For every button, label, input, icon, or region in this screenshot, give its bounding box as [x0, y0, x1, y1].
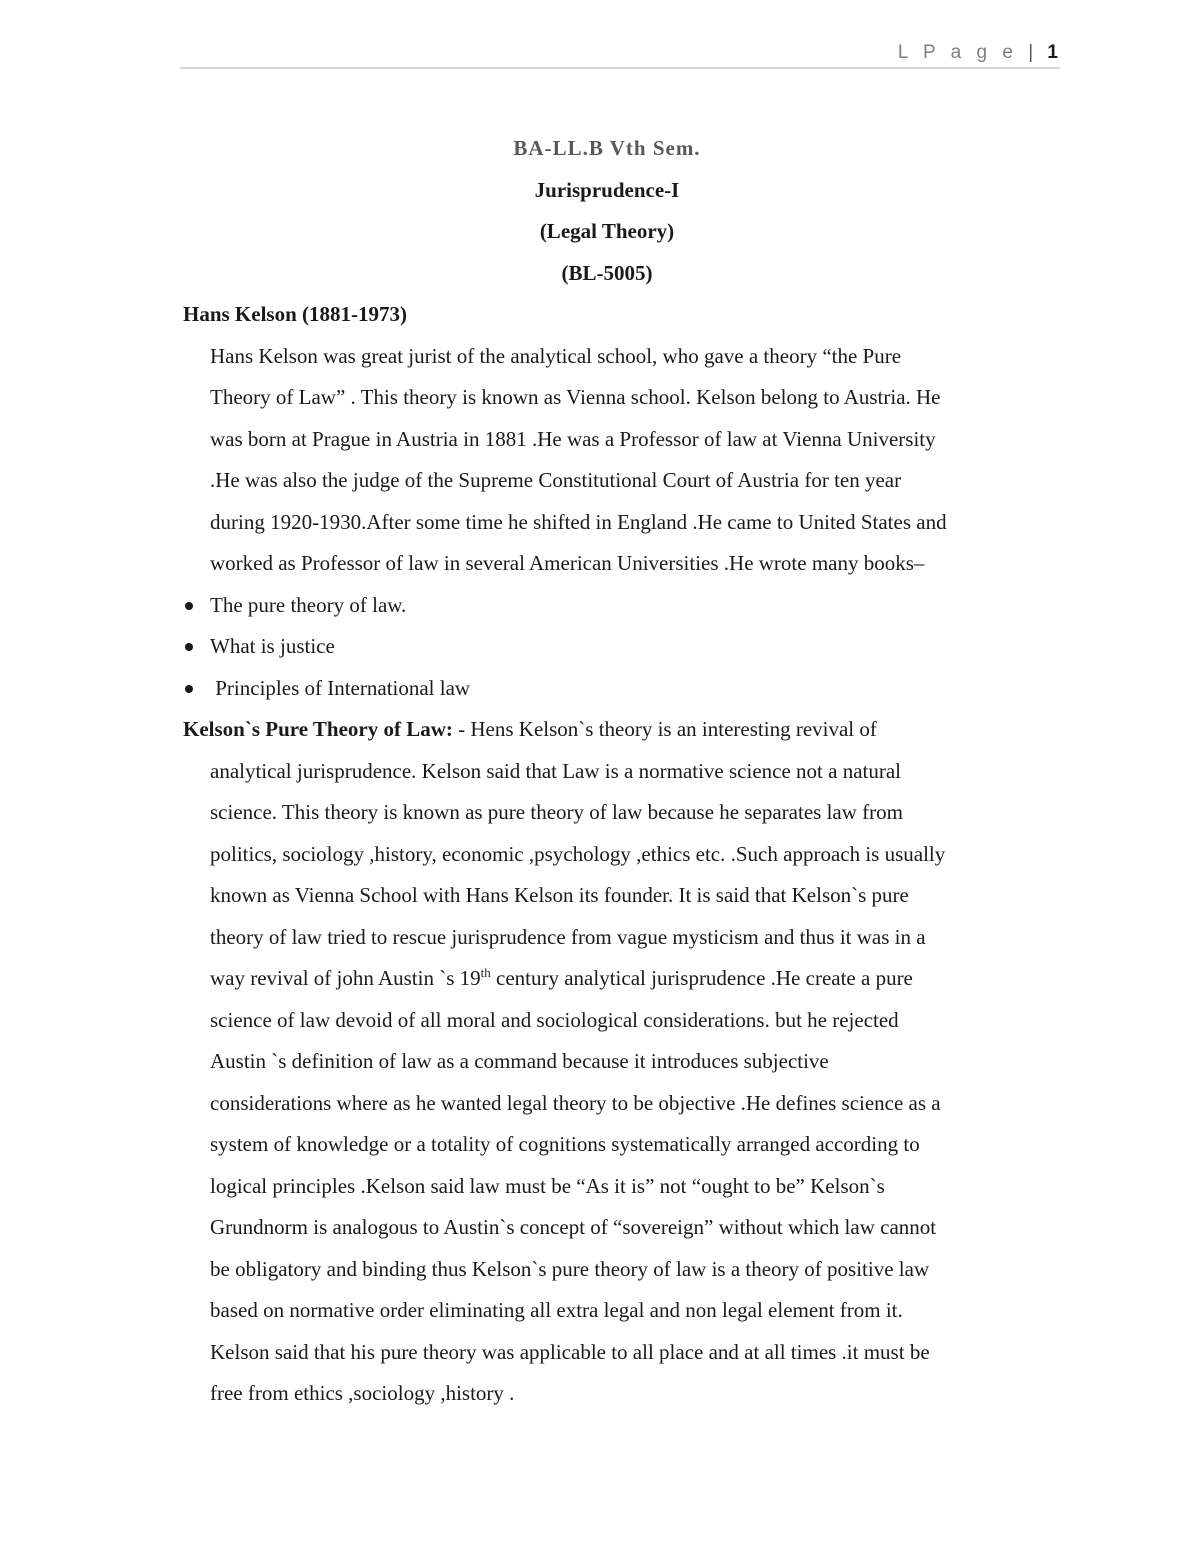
- subtitle-heading: (Legal Theory): [539, 219, 675, 243]
- list-item: [183, 626, 1063, 668]
- list-item-text: The pure theory of law.: [210, 592, 407, 617]
- bullet-icon: [185, 602, 193, 610]
- code-heading: (BL-5005): [561, 260, 653, 285]
- paragraph-line: politics, sociology ,history, economic ,psychology ,ethics etc. .Such approach is usually: [210, 841, 946, 866]
- paragraph-line: science of law devoid of all moral and sociological considerations. but he rejected: [210, 1007, 899, 1032]
- paragraph-line: Hans Kelson was great jurist of the analytical school, who gave a theory “the Pure: [210, 343, 902, 368]
- list-item-text: Principles of International law: [210, 675, 471, 700]
- paragraph-line: Grundnorm is analogous to Austin`s concept of “sovereign” without which law cannot: [210, 1215, 937, 1239]
- paragraph-line: .He was also the judge of the Supreme Constitutional Court of Austria for ten year: [210, 468, 902, 492]
- bullet-icon: [185, 685, 193, 693]
- bullet-icon: [185, 643, 193, 651]
- document-body: [183, 128, 1063, 1415]
- paragraph-line: theory of law tried to rescue jurisprudence from vague mysticism and thus it was in a: [210, 924, 926, 949]
- section-heading-pure-theory: Kelson`s Pure Theory of Law:: [183, 717, 453, 741]
- ordinal-superscript: th: [480, 965, 491, 980]
- list-item: [183, 668, 1063, 710]
- list-item: [183, 585, 1063, 627]
- paragraph-text: - Hens Kelson`s theory is an interesting revival of: [452, 717, 877, 741]
- paragraph-line: system of knowledge or a totality of cognitions systematically arranged according to: [210, 1132, 920, 1156]
- subject-heading: Jurisprudence-I: [534, 177, 680, 202]
- paragraph-line: [183, 958, 1063, 1000]
- paragraph-line: analytical jurisprudence. Kelson said that Law is a normative science not a natural: [210, 758, 902, 783]
- paragraph-line: science. This theory is known as pure theory of law because he separates law from: [210, 800, 903, 824]
- section-heading-hans-kelson: Hans Kelson (1881-1973): [183, 302, 408, 326]
- paragraph-line: considerations where as he wanted legal theory to be objective .He defines science as a: [210, 1090, 941, 1115]
- paragraph-line: worked as Professor of law in several American Universities .He wrote many books–: [210, 551, 925, 575]
- page-separator: |: [1028, 42, 1034, 63]
- paragraph-line: was born at Prague in Austria in 1881 .He was a Professor of law at Vienna University: [210, 426, 936, 451]
- paragraph-line: based on normative order eliminating all extra legal and non legal element from it.: [210, 1298, 903, 1322]
- paragraph-line: known as Vienna School with Hans Kelson its founder. It is said that Kelson`s pure: [210, 883, 909, 907]
- paragraph-line: be obligatory and binding thus Kelson`s pure theory of law is a theory of positive law: [210, 1256, 930, 1281]
- page-number-label: [898, 42, 1058, 64]
- paragraph-line: Theory of Law” . This theory is known as Vienna school. Kelson belong to Austria. He: [210, 385, 941, 409]
- paragraph-text: century analytical jurisprudence .He create a pure: [490, 966, 913, 990]
- page-header: [180, 38, 1060, 69]
- paragraph-line: during 1920-1930.After some time he shifted in England .He came to United States and: [210, 509, 947, 534]
- section-heading-line: [183, 709, 1063, 751]
- list-item-text: What is justice: [210, 634, 335, 658]
- paragraph-line: free from ethics ,sociology ,history .: [210, 1381, 515, 1405]
- paragraph-line: Austin `s definition of law as a command because it introduces subjective: [210, 1049, 829, 1073]
- paragraph-line: logical principles .Kelson said law must be “As it is” not “ought to be” Kelson`s: [210, 1173, 885, 1198]
- paragraph-text: way revival of john Austin `s 19: [210, 966, 481, 990]
- paragraph-line: Kelson said that his pure theory was applicable to all place and at all times .it must be: [210, 1339, 930, 1364]
- course-heading: BA-LL.B Vth Sem.: [513, 136, 701, 160]
- page-label: L P a g e: [897, 42, 1018, 63]
- page-number: 1: [1047, 42, 1058, 63]
